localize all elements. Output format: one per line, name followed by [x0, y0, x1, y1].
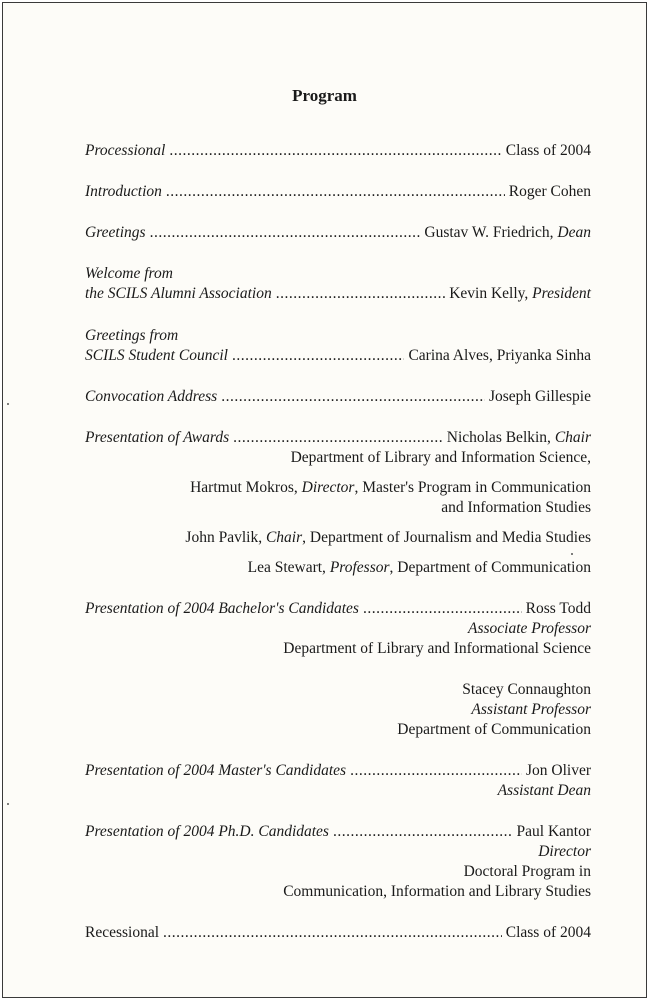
item-bachelors [85, 599, 591, 740]
item-value: Carina Alves, Priyanka Sinha [408, 347, 591, 364]
program-list [85, 141, 591, 943]
dot-leader [333, 822, 513, 842]
dot-leader [163, 923, 502, 943]
item-value: Joseph Gillespie [488, 388, 591, 405]
item-greetings [85, 223, 591, 243]
second-presenter-dept: Department of Communication [397, 721, 591, 738]
item-value: Jon Oliver [525, 762, 591, 779]
awards-dept-line: Department of Library and Information Science, [290, 449, 591, 466]
item-student-council [85, 326, 591, 366]
value-role: President [532, 285, 591, 302]
item-label-line2: the SCILS Alumni Association [85, 285, 272, 302]
dot-leader [166, 182, 505, 202]
item-value [447, 428, 591, 448]
dot-leader [169, 141, 501, 161]
presenter-role: Director [301, 479, 355, 496]
program-page [2, 2, 647, 998]
item-value [424, 223, 591, 243]
item-label-line1: Greetings from [85, 327, 179, 344]
scan-speck [7, 403, 9, 405]
page-title: Program [292, 86, 357, 105]
item-awards [85, 428, 591, 578]
item-label: Presentation of 2004 Master's Candidates [85, 762, 347, 779]
second-presenter-name: Stacey Connaughton [462, 681, 591, 698]
item-value: Paul Kantor [516, 823, 591, 840]
awards-mokros-line [85, 478, 591, 498]
item-label: Introduction [85, 183, 162, 200]
value-name: Kevin Kelly, [449, 285, 533, 302]
presenter-program-name: Communication, Information and Library Studies [283, 883, 591, 900]
item-phd [85, 822, 591, 902]
second-presenter-title: Assistant Professor [471, 701, 591, 718]
item-label: Recessional [85, 924, 160, 941]
presenter-name: Hartmut Mokros, [190, 479, 302, 496]
item-masters [85, 761, 591, 801]
item-convocation [85, 387, 591, 407]
item-value: Ross Todd [525, 600, 591, 617]
presenter-dept: , Department of Journalism and Media Studies [302, 529, 591, 546]
presenter-title: Associate Professor [468, 620, 591, 637]
item-label: Convocation Address [85, 388, 218, 405]
dot-leader [350, 761, 522, 781]
presenter-dept: Department of Library and Informational Science [283, 640, 591, 657]
dot-leader [232, 346, 405, 366]
dot-leader [150, 223, 421, 243]
item-label-line2: SCILS Student Council [85, 347, 228, 364]
presenter-program: Doctoral Program in [463, 863, 591, 880]
awards-stewart-line [85, 558, 591, 578]
item-label: Presentation of 2004 Bachelor's Candidates [85, 600, 359, 617]
item-label: Presentation of Awards [85, 429, 230, 446]
value-name: Gustav W. Friedrich, [424, 224, 558, 241]
presenter-role: Chair [265, 529, 303, 546]
presenter-dept: , Department of Communication [389, 559, 591, 576]
awards-mokros-line2: and Information Studies [441, 499, 591, 516]
item-introduction [85, 182, 591, 202]
presenter-name: John Pavlik, [185, 529, 266, 546]
item-value: Class of 2004 [505, 142, 591, 159]
value-role: Chair [554, 429, 591, 446]
presenter-name: Lea Stewart, [247, 559, 330, 576]
item-label: Presentation of 2004 Ph.D. Candidates [85, 823, 329, 840]
item-welcome [85, 264, 591, 304]
awards-pavlik-line [85, 528, 591, 548]
presenter-dept: , Master's Program in Communication [354, 479, 591, 496]
value-name: Nicholas Belkin, [446, 429, 555, 446]
value-role: Dean [557, 224, 591, 241]
presenter-title: Director [538, 843, 591, 860]
dot-leader [233, 428, 443, 448]
item-value: Roger Cohen [508, 183, 591, 200]
item-label: Greetings [85, 224, 146, 241]
dot-leader [221, 387, 485, 407]
scan-speck [571, 553, 573, 555]
dot-leader [363, 599, 522, 619]
presenter-title: Assistant Dean [497, 782, 591, 799]
dot-leader [276, 284, 445, 304]
presenter-role: Professor [329, 559, 390, 576]
item-value: Class of 2004 [505, 924, 591, 941]
item-label-line1: Welcome from [85, 265, 173, 282]
scan-speck [7, 803, 9, 805]
item-recessional [85, 923, 591, 943]
item-value [449, 284, 591, 304]
item-label: Processional [85, 142, 166, 159]
item-processional [85, 141, 591, 161]
